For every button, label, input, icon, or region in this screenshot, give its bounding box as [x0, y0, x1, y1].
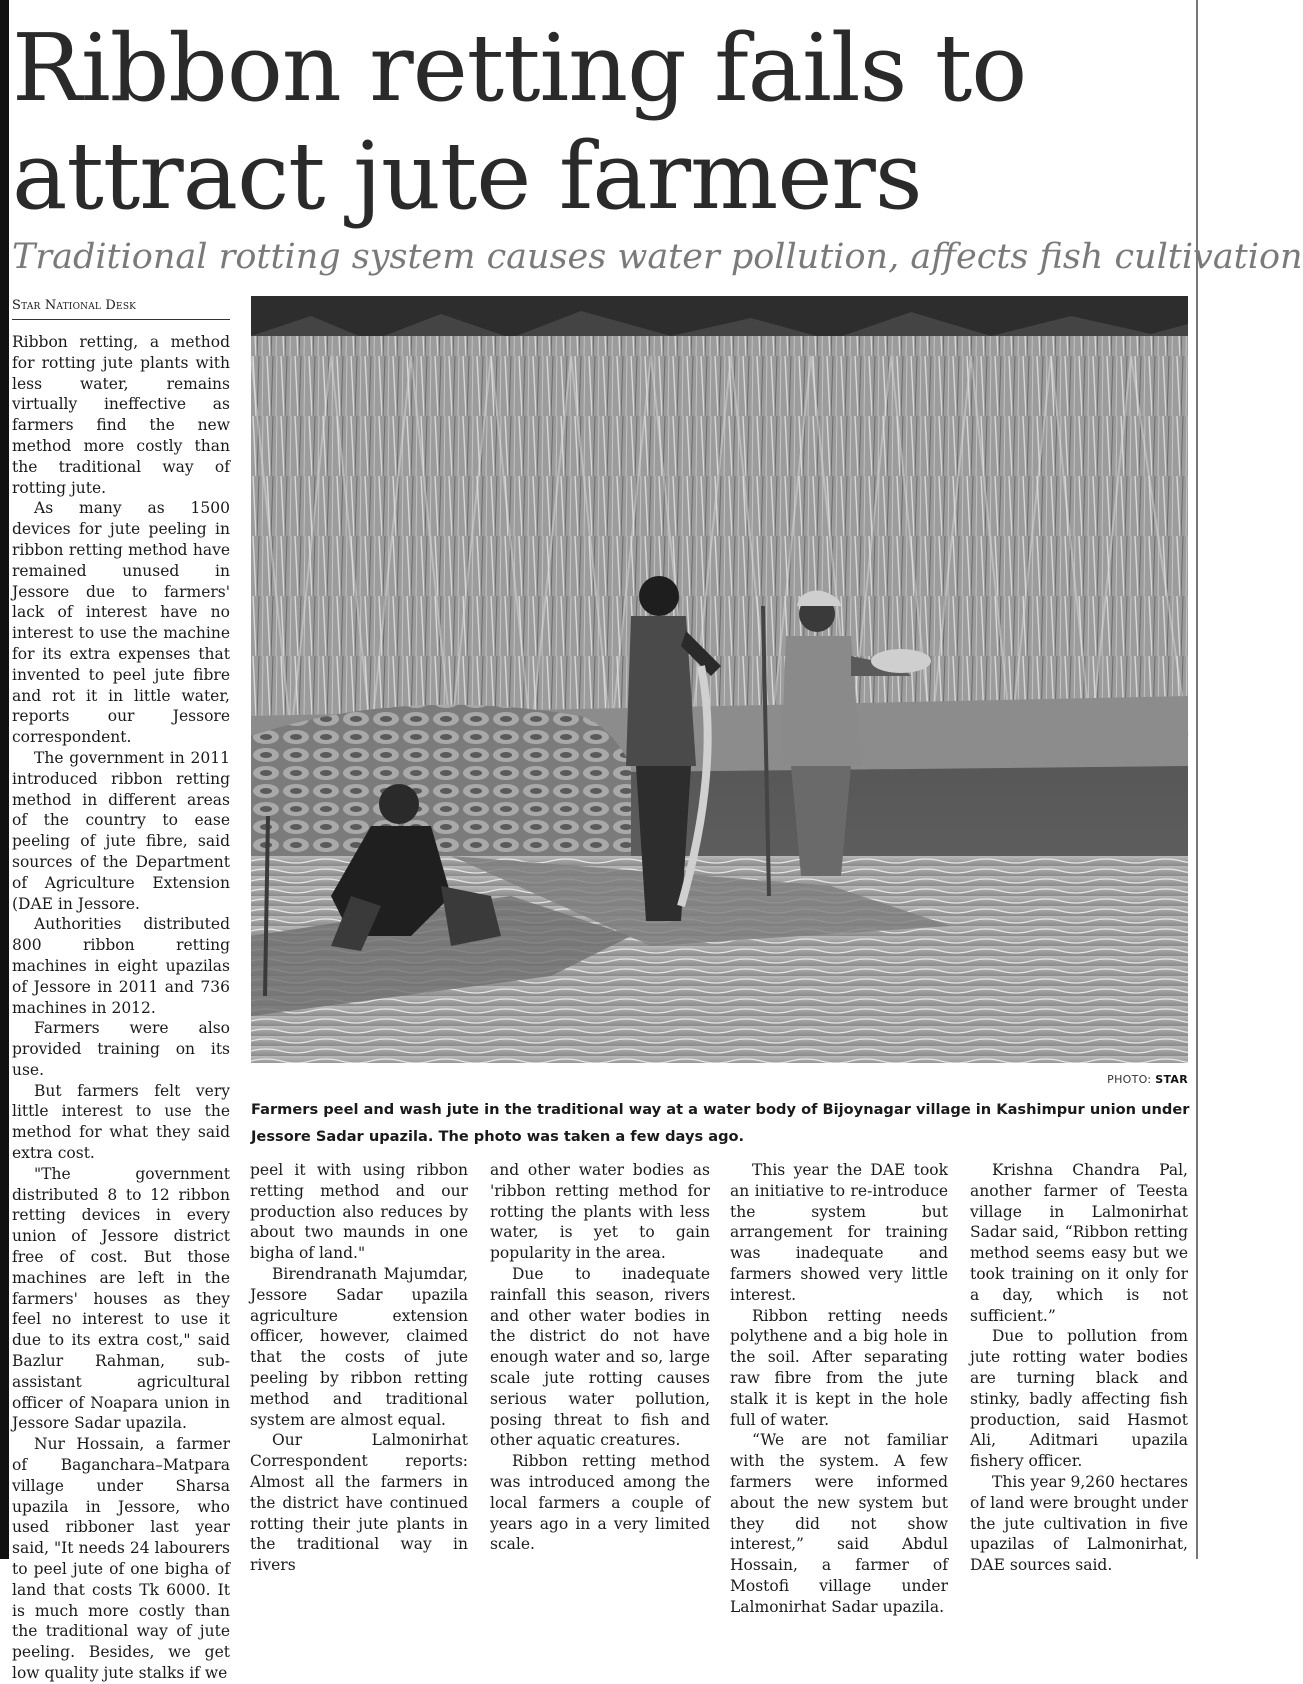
paragraph: Ribbon retting, a method for rotting jute plants with less water, remains virtually ineffective as farmers find the new method more costly than the traditional way of rotting jute.: [12, 333, 230, 497]
article-column-4: [730, 1160, 948, 1616]
paragraph: This year the DAE took an initiative to re-introduce the system but arrangement for training was inadequate and farmers showed very little interest.: [730, 1161, 948, 1304]
paragraph: Due to inadequate rainfall this season, rivers and other water bodies in the district do not have enough water and so, large scale jute rotting causes serious water pollution, posing threat to fish and other aquatic creatures.: [490, 1264, 710, 1450]
paragraph: But farmers felt very little interest to use the method for what they said extra cost.: [12, 1081, 230, 1163]
article-column-2: [250, 1160, 468, 1575]
paragraph: Birendranath Majumdar, Jessore Sadar upazila agriculture extension officer, however, claimed that the costs of jute peeling by ribbon retting method and traditional system are almost equal.: [250, 1264, 468, 1429]
photo-credit-source: STAR: [1155, 1073, 1188, 1086]
byline: Star National Desk: [12, 298, 230, 320]
photo-credit-label: PHOTO:: [1107, 1073, 1152, 1086]
paragraph: Authorities distributed 800 ribbon retting machines in eight upazilas of Jessore in 2011 and 736 machines in 2012.: [12, 915, 230, 1017]
paragraph: Ribbon retting needs polythene and a big hole in the soil. After separating raw fibre from the jute stalk it is kept in the hole full of water.: [730, 1306, 948, 1429]
paragraph: As many as 1500 devices for jute peeling in ribbon retting method have remained unused in Jessore due to farmers' lack of interest have no interest to use the machine for its extra expenses that invented to peel jute fibre and rot it in little water, reports our Jessore correspondent.: [12, 499, 230, 747]
photo-caption: Farmers peel and wash jute in the traditional way at a water body of Bijoynagar village in Kashimpur union under Jessore Sadar upazila. The photo was taken a few days ago.: [251, 1101, 1190, 1145]
paragraph: Ribbon retting method was introduced among the local farmers a couple of years ago in a very limited scale.: [490, 1452, 710, 1554]
article-column-3: [490, 1160, 710, 1559]
paragraph: "The government distributed 8 to 12 ribbon retting devices in every union of Jessore district free of cost. But those machines are left in the farmers' houses as they feel no interest to use it due to its extra cost," said Bazlur Rahman, sub-assistant agricultural officer of Noapara union in Jessore Sadar upazila.: [12, 1164, 230, 1433]
article-column-5: [970, 1160, 1188, 1575]
jute-field-photo-illustration: [251, 296, 1188, 1063]
paragraph: Nur Hossain, a farmer of Baganchara–Matpara village under Sharsa upazila in Jessore, who used ribboner last year said, "It needs 24 labourers to peel jute of one bigha of land that costs Tk 6000. It is much more costly than the traditional way of jute peeling. Besides, we get low quality jute stalks if we: [12, 1435, 230, 1682]
paragraph: Krishna Chandra Pal, another farmer of Teesta village in Lalmonirhat Sadar said, “Ribbon retting method seems easy but we took training on it only for a day, which is not sufficient.”: [970, 1161, 1188, 1325]
subheadline: Traditional rotting system causes water pollution, affects fish cultivation: [12, 237, 1303, 277]
paragraph: and other water bodies as 'ribbon retting method for rotting the plants with less water, is yet to gain popularity in the area.: [490, 1161, 710, 1263]
news-photo: [251, 296, 1188, 1063]
paragraph: Due to pollution from jute rotting water bodies are turning black and stinky, badly affecting fish production, said Hasmot Ali, Aditmari upazila fishery officer.: [970, 1327, 1188, 1471]
paragraph: Our Lalmonirhat Correspondent reports: Almost all the farmers in the district have continued rotting their jute plants in the traditional way in rivers: [250, 1431, 468, 1575]
article-column-1: [12, 332, 230, 1682]
headline: Ribbon retting fails to attract jute farmers: [12, 14, 1027, 230]
photo-credit: [990, 1073, 1188, 1086]
paragraph: “We are not familiar with the system. A few farmers were informed about the new system but they did not show interest,” said Abdul Hossain, a farmer of Mostofi village under Lalmonirhat Sadar upazila.: [730, 1431, 948, 1616]
paragraph: This year 9,260 hectares of land were brought under the jute cultivation in five upazilas of Lalmonirhat, DAE sources said.: [970, 1472, 1188, 1575]
page-edge-left: [0, 0, 9, 1559]
paragraph: The government in 2011 introduced ribbon retting method in different areas of the country to ease peeling of jute fibre, said sources of the Department of Agriculture Extension (DAE in Jessore.: [12, 748, 230, 913]
paragraph: peel it with using ribbon retting method and our production also reduces by about two maunds in one bigha of land.": [250, 1161, 468, 1263]
paragraph: Farmers were also provided training on its use.: [12, 1019, 230, 1079]
